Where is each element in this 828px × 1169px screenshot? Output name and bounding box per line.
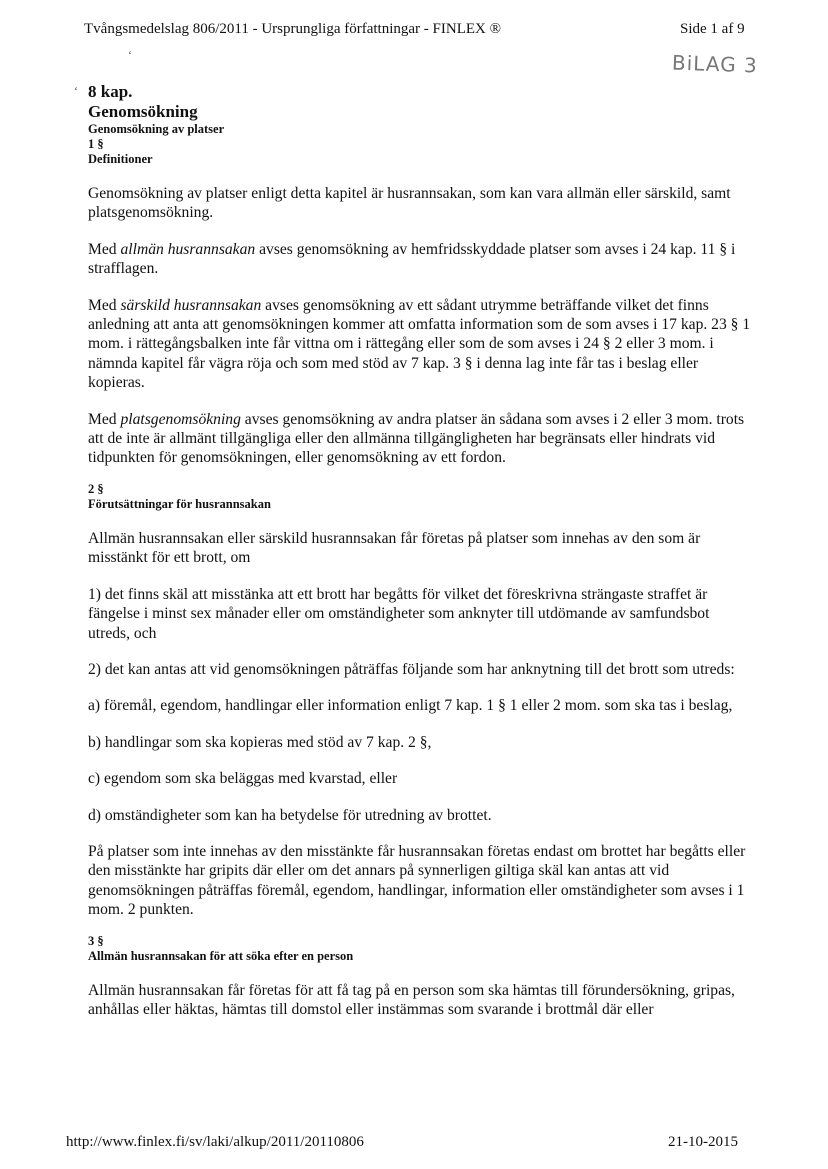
footer-url: http://www.finlex.fi/sv/laki/alkup/2011/20110806 xyxy=(66,1134,364,1150)
handwritten-annotation: BiLAG 3 xyxy=(671,50,759,78)
section-number: 1 § xyxy=(88,137,104,151)
paragraph: På platser som inte innehas av den misstänkte får husrannsakan företas endast om brottet har begåtts eller den misstänkte har gripits där eller om det annars på synnerligen giltiga skäl kan antas att vid genomsökningen påträffas föremål, egendom, handlingar, information eller omständigheter som avses i 1 mom. 2 punkten. xyxy=(88,842,746,919)
paragraph: c) egendom som ska beläggas med kvarstad, eller xyxy=(88,770,398,788)
footer-date: 21-10-2015 xyxy=(668,1134,738,1150)
paragraph: Allmän husrannsakan får företas för att få tag på en person som ska hämtas till förundersökning, gripas, anhållas eller häktas, hämtas till domstol eller instämmas som svarande i brottmål där eller xyxy=(88,981,735,1018)
scan-speck: ‘ xyxy=(74,84,78,98)
page-number: Side 1 af 9 xyxy=(680,21,745,37)
chapter-number: 8 kap. xyxy=(88,82,133,101)
document-title: Tvångsmedelslag 806/2011 - Ursprungliga författningar - FINLEX ® xyxy=(84,21,501,37)
document-body xyxy=(82,82,752,1019)
section xyxy=(88,934,752,1020)
paragraph: d) omständigheter som kan ha betydelse för utredning av brottet. xyxy=(88,806,492,824)
section-heading: Definitioner xyxy=(88,152,153,166)
paragraph: b) handlingar som ska kopieras med stöd av 7 kap. 2 §, xyxy=(88,733,432,751)
paragraph: 2) det kan antas att vid genomsökningen påträffas följande som har anknytning till det brott som utreds: xyxy=(88,660,735,678)
paragraph: Med särskild husrannsakan avses genomsökning av ett sådant utrymme beträffande vilket det finns anledning att anta att genomsökningen kommer att omfatta information som de som avses i 17 kap. 23 § 1 mom. i rättegångsbalken inte får vittna om i rättegång eller som de som avses i 24 § 2 eller 3 mom. i nämnda kapitel får vägra röja och som med stöd av 7 kap. 3 § i denna lag inte får tas i beslag eller kopieras. xyxy=(88,296,751,392)
chapter-title: Genomsökning xyxy=(88,102,198,121)
section xyxy=(88,482,752,920)
section-heading: Allmän husrannsakan för att söka efter en person xyxy=(88,948,354,963)
defined-term: särskild husrannsakan xyxy=(120,296,262,314)
paragraph: Med platsgenomsökning avses genomsökning av andra platser än sådana som avses i 2 eller 3 mom. trots att de inte är allmänt tillgängliga eller den allmänna tillgängligheten har begränsats eller hindrats vid tidpunkten för genomsökningen, eller genomsökning av ett fordon. xyxy=(88,410,745,467)
paragraph: a) föremål, egendom, handlingar eller information enligt 7 kap. 1 § 1 eller 2 mom. som ska tas i beslag, xyxy=(88,697,733,715)
defined-term: platsgenomsökning xyxy=(120,410,241,428)
paragraph: Allmän husrannsakan eller särskild husrannsakan får företas på platser som innehas av den som är misstänkt för ett brott, om xyxy=(88,529,701,567)
paragraph: Med allmän husrannsakan avses genomsökning av hemfridsskyddade platser som avses i 24 kap. 11 § i strafflagen. xyxy=(88,240,736,278)
scan-speck: ‘ xyxy=(128,48,132,62)
sections-container xyxy=(82,137,752,1019)
section-heading: Förutsättningar för husrannsakan xyxy=(88,496,271,511)
section xyxy=(88,137,752,468)
chapter-subtitle: Genomsökning av platser xyxy=(88,122,225,136)
paragraph: 1) det finns skäl att misstänka att ett brott har begåtts för vilket det föreskrivna strängaste straffet är fängelse i minst sex månader eller om omständigheter som anknyter till utdömande av samfundsbot utreds, och xyxy=(88,585,710,642)
section-number: 2 § xyxy=(88,481,104,496)
defined-term: allmän husrannsakan xyxy=(120,240,256,258)
section-number: 3 § xyxy=(88,933,104,948)
paragraph: Genomsökning av platser enligt detta kapitel är husrannsakan, som kan vara allmän eller särskild, samt platsgenomsökning. xyxy=(88,185,731,222)
